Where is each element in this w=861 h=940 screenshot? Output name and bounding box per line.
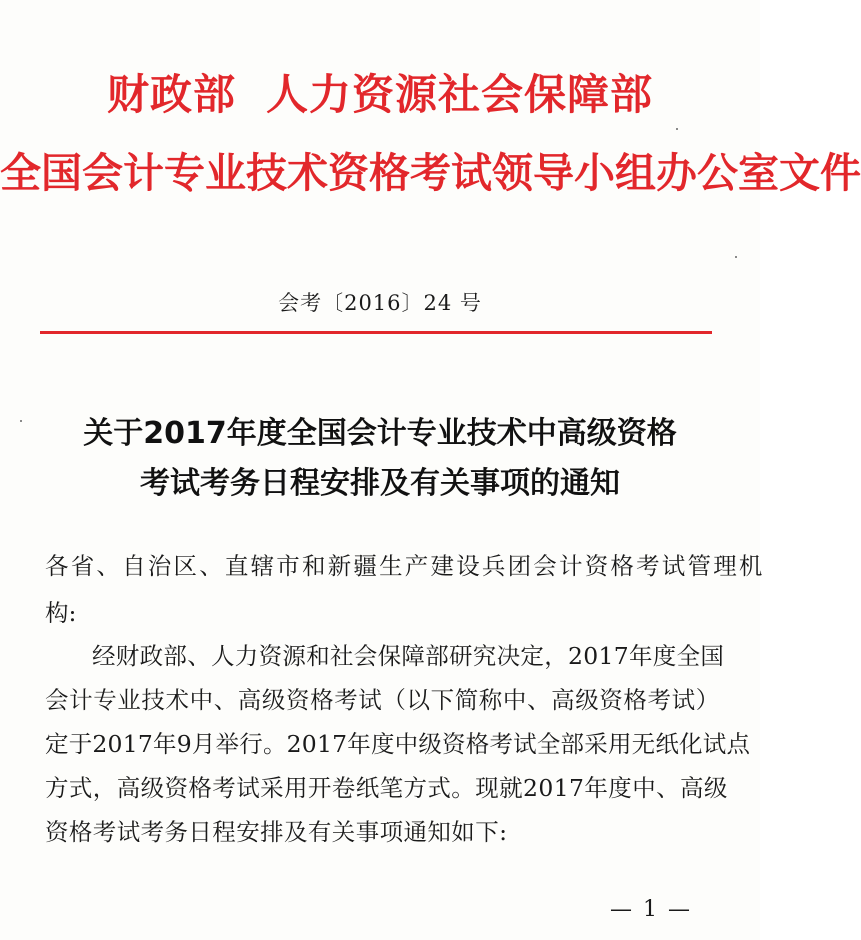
scan-speck [676,128,678,130]
page-number: — 1 — [610,897,692,922]
red-divider [40,331,712,334]
notice-title-line-1: 关于2017年度全国会计专业技术中高级资格 [83,416,677,451]
body-paragraph-line-5: 资格考试考务日程安排及有关事项通知如下: [45,818,508,846]
notice-title-line-2: 考试考务日程安排及有关事项的通知 [140,466,620,501]
office-header: 全国会计专业技术资格考试领导小组办公室文件 [0,149,861,197]
body-paragraph-line-2: 会计专业技术中、高级资格考试（以下简称中、高级资格考试） [45,686,720,714]
scan-speck [735,256,737,258]
issuer-ministry-of-finance: 财政部 [106,70,236,119]
addressee-line-2: 构: [45,599,77,627]
addressee-line-1: 各省、自治区、直辖市和新疆生产建设兵团会计资格考试管理机 [45,552,765,580]
body-paragraph-line-4: 方式，高级资格考试采用开卷纸笔方式。现就2017年度中、高级 [45,774,728,802]
scan-speck [20,420,22,422]
body-paragraph-line-3: 定于2017年9月举行。2017年度中级资格考试全部采用无纸化试点 [45,730,751,758]
issuer-ministry-of-hr: 人力资源社会保障部 [266,70,654,119]
body-paragraph-line-1: 经财政部、人力资源和社会保障部研究决定，2017年度全国 [92,642,725,670]
document-number: 会考〔2016〕24 号 [278,291,482,315]
issuer-header [0,62,760,122]
